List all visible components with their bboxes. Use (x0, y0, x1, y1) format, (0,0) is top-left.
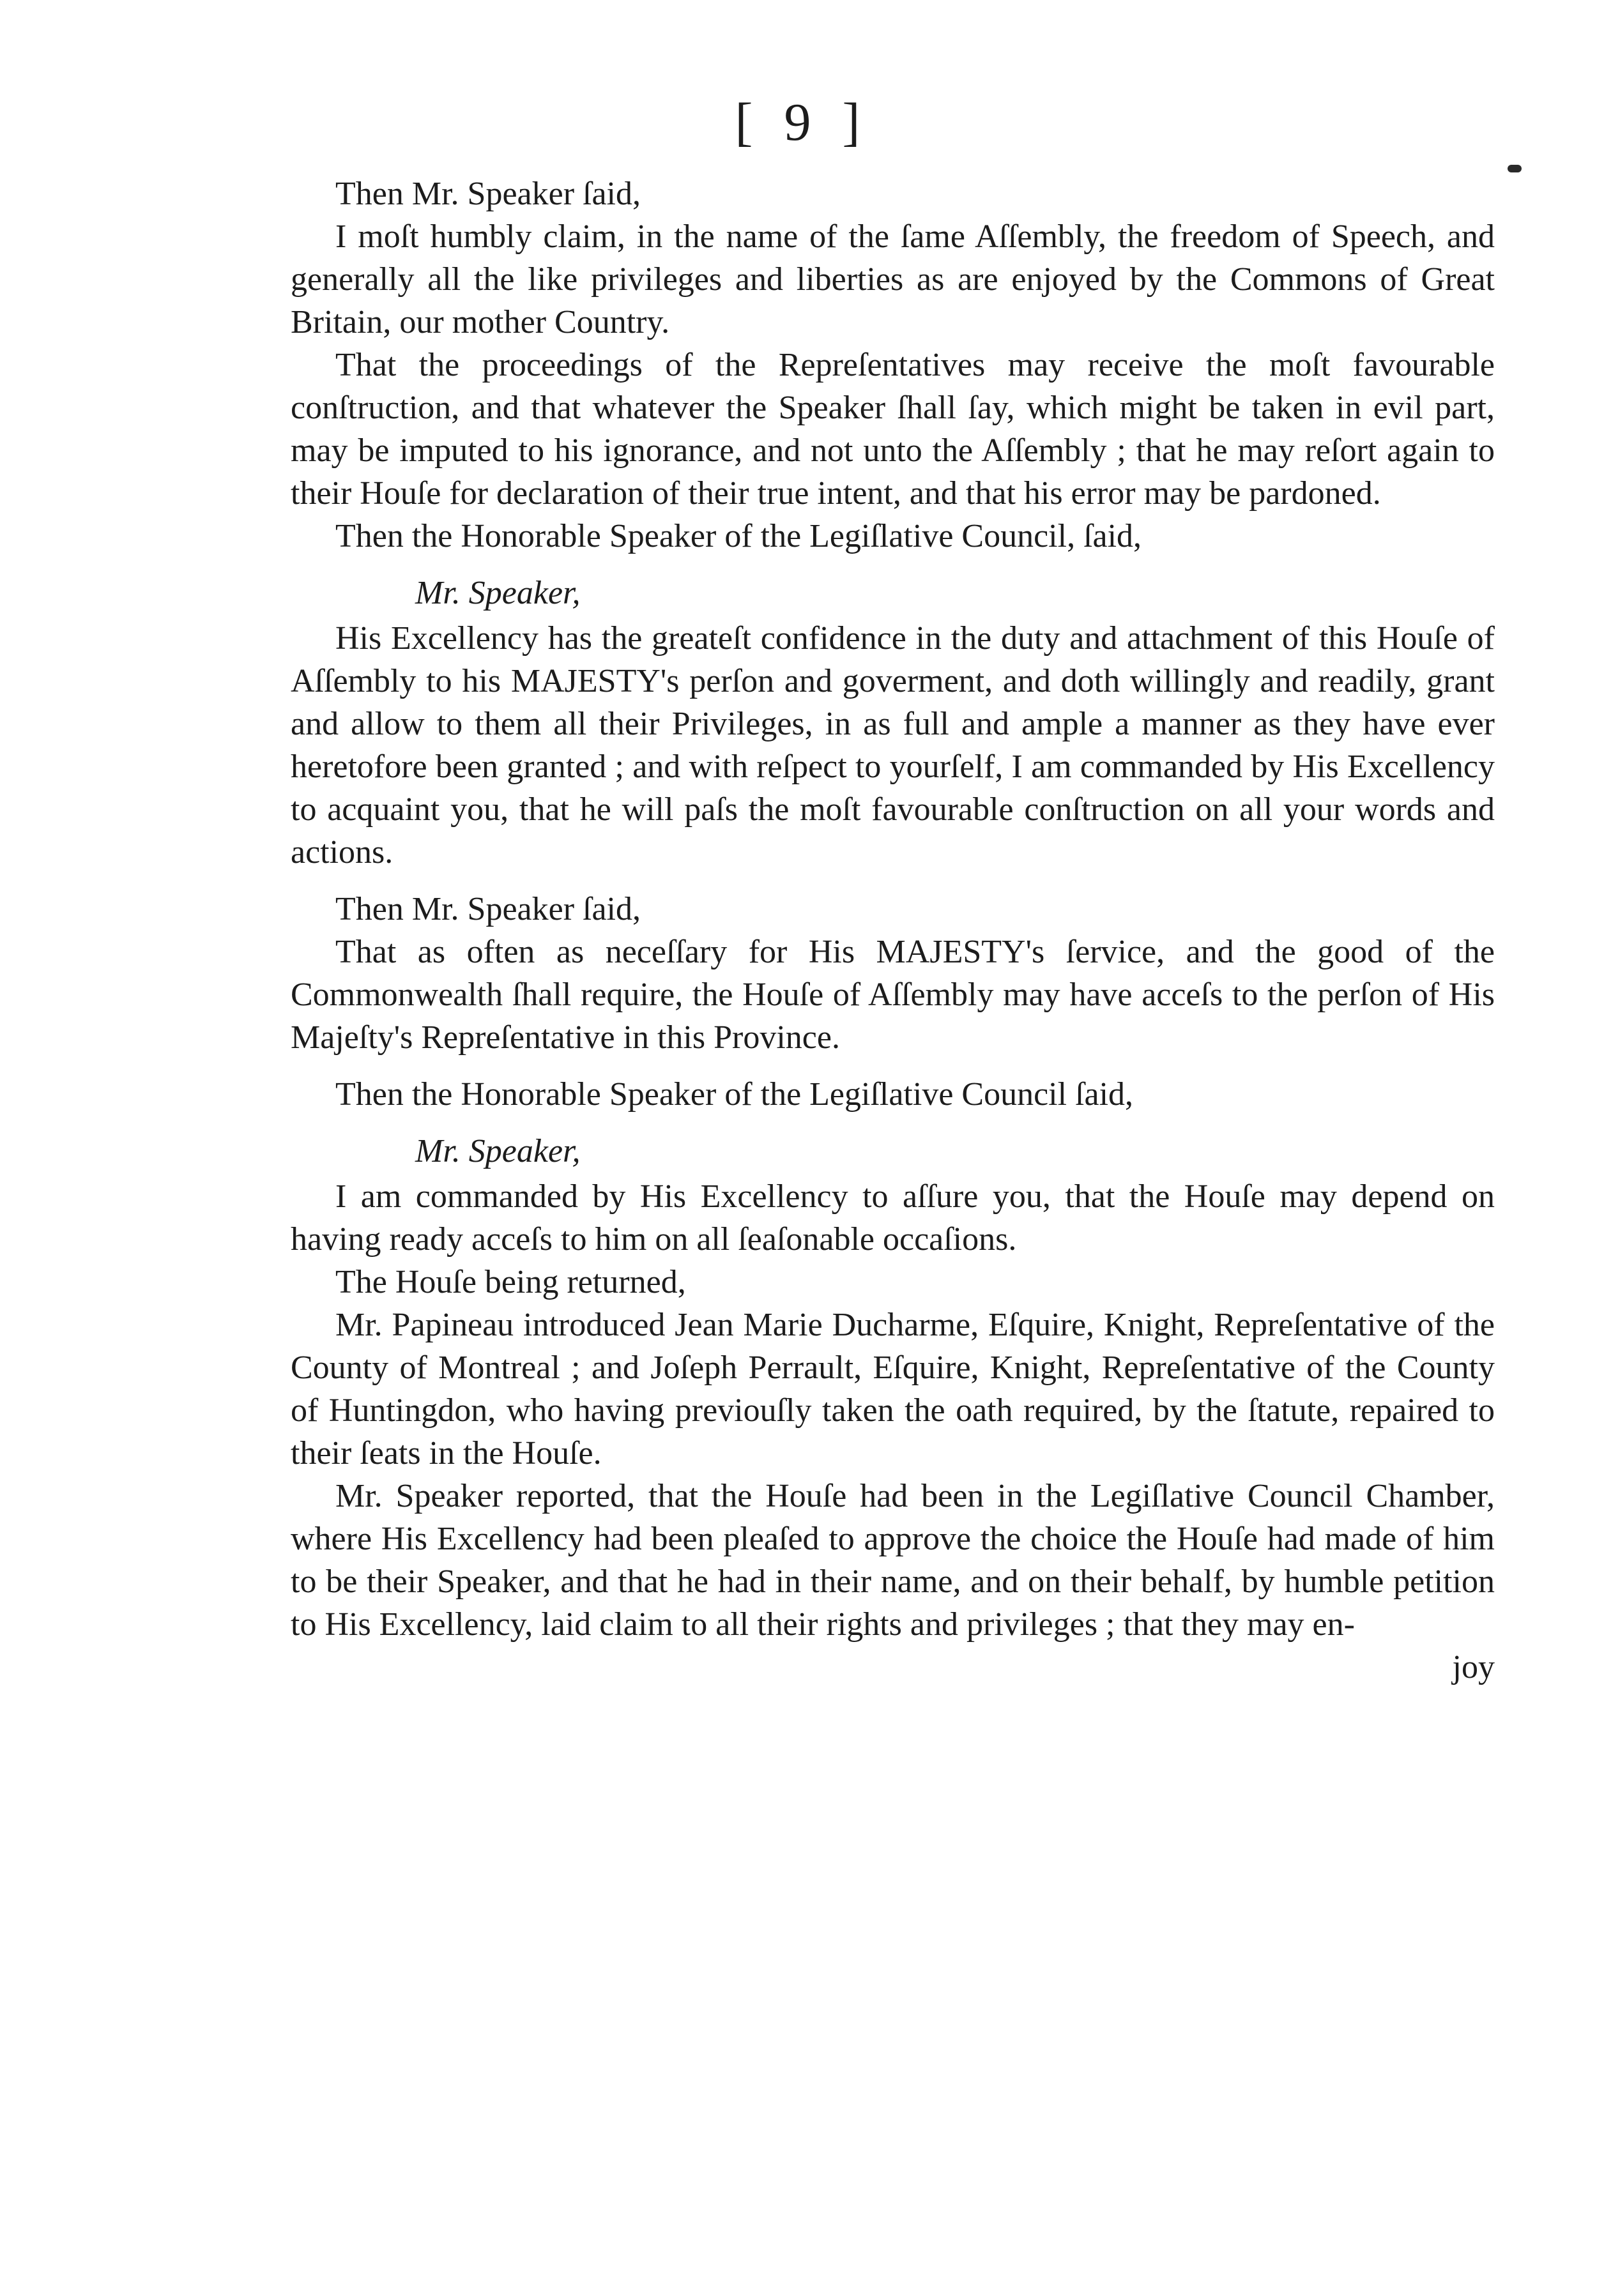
address-heading: Mr. Speaker, (415, 575, 581, 611)
paragraph: That the proceedings of the Repreſentatives may receive the moſt favourable conſtruction, and that whatever the Speaker ſhall ſay, which might be taken in evil part, may be imputed to his ignorance, and not unto the Aſſembly ; that he may reſort again to their Houſe for declaration of their true intent, and that his error may be pardoned. (291, 347, 1495, 512)
paragraph: That as often as neceſſary for His MAJESTY's ſervice, and the good of the Commonwealth ſhall require, the Houſe of Aſſembly may have acceſs to the perſon of His Majeſty's Repreſentative in this Province. (291, 934, 1495, 1056)
paragraph: Mr. Papineau introduced Jean Marie Ducharme, Eſquire, Knight, Repreſentative of the County of Montreal ; and Joſeph Perrault, Eſquire, Knight, Repreſentative of the County of Huntingdon, who having previouſly taken the oath required, by the ſtatute, repaired to their ſeats in the Houſe. (291, 1307, 1495, 1471)
catchword: joy (1452, 1649, 1495, 1685)
paragraph: I am commanded by His Excellency to aſſure you, that the Houſe may depend on having ready acceſs to him on all ſeaſonable occaſions. (291, 1178, 1495, 1258)
paragraph: His Excellency has the greateſt confidence in the duty and attachment of this Houſe of Aſſembly to his MAJESTY's perſon and goverment, and doth willingly and readily, grant and allow to them all their Privileges, in as full and ample a manner as they have ever heretofore been granted ; and with reſpect to yourſelf, I am commanded by His Excellency to acquaint you, that he will paſs the moſt favourable conſtruction on all your words and actions. (291, 620, 1495, 871)
paragraph: Then the Honorable Speaker of the Legiſlative Council, ſaid, (335, 518, 1142, 554)
paragraph: Mr. Speaker reported, that the Houſe had been in the Legiſlative Council Chamber, where His Excellency had been pleaſed to approve the choice the Houſe had made of him to be their Speaker, and that he had in their name, and on their behalf, by humble petition to His Excellency, laid claim to all their rights and privileges ; that they may en- (291, 1478, 1495, 1643)
ink-mark (1508, 165, 1522, 172)
paragraph: Then the Honorable Speaker of the Legiſlative Council ſaid, (335, 1076, 1134, 1113)
paragraph: Then Mr. Speaker ſaid, (335, 891, 641, 927)
paragraph: The Houſe being returned, (335, 1264, 686, 1300)
address-heading: Mr. Speaker, (415, 1133, 581, 1169)
paragraph: Then Mr. Speaker ſaid, (335, 176, 641, 212)
page-number: [ 9 ] (735, 93, 869, 152)
paragraph: I moſt humbly claim, in the name of the ſame Aſſembly, the freedom of Speech, and generally all the like privileges and liberties as are enjoyed by the Commons of Great Britain, our mother Country. (291, 218, 1495, 340)
body-text (291, 172, 1495, 1689)
